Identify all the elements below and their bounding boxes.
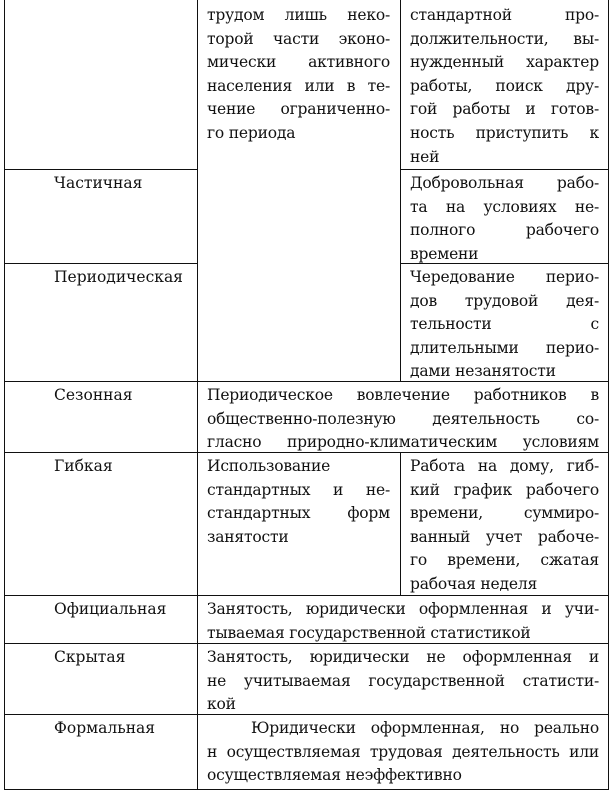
text-line: рабочая неделя (410, 574, 538, 593)
text-line: ванный учет рабоче- (410, 527, 599, 546)
employment-type-label: Периодическая (54, 268, 183, 286)
text-line: Работа на дому, гиб- (410, 457, 599, 475)
text-line: длительными перио- (410, 338, 599, 357)
text-line: стандартной про- (410, 6, 599, 24)
text-line: населения или в те- (207, 76, 390, 95)
row4-merged-text (207, 384, 599, 455)
employment-type-label: Сезонная (54, 386, 133, 404)
row-line-1 (4, 169, 197, 170)
employment-type-label: Частичная (54, 174, 143, 192)
column-divider-2-row1 (400, 0, 401, 169)
text-line: полного рабочего (410, 221, 599, 240)
text-line: го времени, сжатая (410, 551, 599, 570)
column-divider-2-row5 (400, 452, 401, 595)
text-line: трудом лишь неко- (207, 6, 390, 24)
text-line: гласно природно-климатическим условиям (207, 433, 599, 452)
text-line: чение ограниченно- (207, 100, 390, 119)
column-divider-2-row3 (400, 263, 401, 381)
text-line: ность приступить к (410, 123, 599, 142)
row2-col3-text (410, 172, 599, 266)
text-line: Юридически оформленная, но реально (251, 719, 599, 737)
column-divider-2-row2 (400, 169, 401, 263)
text-line: осуществляемая неэффективно (207, 766, 462, 785)
text-line: го периода (207, 123, 296, 142)
text-line: общественно-полезную деятельность со- (207, 409, 599, 428)
text-line: не учитываемая государственной статисти- (207, 671, 599, 690)
employment-type-label: Формальная (54, 719, 156, 737)
text-line: Занятость, юридически не оформленная и (207, 648, 599, 666)
text-line: Использование (207, 457, 331, 475)
text-line: должительности, вы- (410, 29, 599, 48)
text-line: работы, поиск дру- (410, 76, 599, 95)
text-line: гой работы и готов- (410, 100, 599, 119)
text-line: та на условиях не- (410, 197, 599, 216)
text-line: кой (207, 695, 236, 714)
text-line: нужденный характер (410, 53, 599, 72)
row-line-8 (4, 789, 608, 790)
table-border-left (4, 0, 5, 790)
text-line: стандартных и не- (207, 480, 390, 499)
text-line: Занятость, юридически оформленная и учи- (207, 600, 599, 618)
row8-merged-text (207, 717, 599, 788)
employment-type-label: Гибкая (54, 457, 113, 475)
text-line: тельности с (410, 315, 599, 334)
text-line: Добровольная рабо- (410, 174, 599, 192)
employment-type-label: Официальная (54, 600, 167, 618)
text-line: торой части эконо- (207, 29, 390, 48)
text-line: дов трудовой дея- (410, 291, 599, 310)
row5-col2-text (207, 455, 390, 549)
text-line: занятости (207, 527, 289, 546)
text-line: н осуществляемая трудовая деятельность или (207, 742, 599, 761)
text-line: стандартных форм (207, 504, 390, 523)
employment-type-label: Скрытая (54, 648, 126, 666)
table-border-right (608, 0, 609, 790)
row6-merged-text (207, 598, 599, 645)
text-line: Чередование перио- (410, 268, 599, 286)
row7-merged-text (207, 646, 599, 717)
text-line: мически активного (207, 53, 390, 72)
text-line: кий график рабочего (410, 480, 599, 499)
row3-col3-text (410, 266, 599, 384)
text-line: Периодическое вовлечение работников в (207, 386, 599, 404)
row1-col2-text (207, 4, 390, 146)
text-line: ней (410, 147, 440, 166)
column-divider-1 (197, 0, 198, 381)
text-line: времени, суммиро- (410, 504, 599, 523)
text-line: тываемая государственной статистикой (207, 623, 531, 642)
text-line: дами незанятости (410, 362, 556, 381)
row-line-2 (4, 263, 197, 264)
text-line: времени (410, 244, 479, 263)
row1-col3-text (410, 4, 599, 169)
row5-col3-text (410, 455, 599, 597)
column-divider-1-lower (197, 381, 198, 790)
